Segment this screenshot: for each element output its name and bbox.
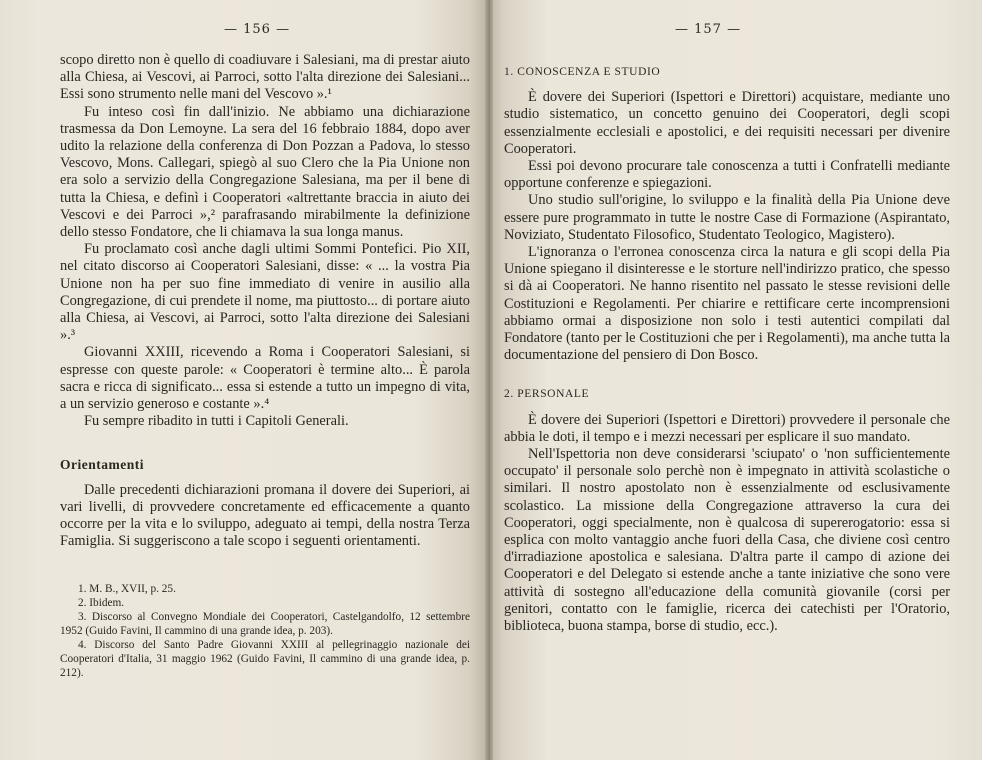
paragraph: Essi poi devono procurare tale conoscenza a tutti i Confratelli mediante opportune conferenze e spiegazioni.	[504, 158, 950, 192]
page-number-right: — 157 —	[675, 22, 742, 37]
footnote: 4. Discorso del Santo Padre Giovanni XXIII al pellegrinaggio nazionale dei Cooperatori d'Italia, 31 maggio 1962 (Guido Favini, Il cammino di una grande idea, p. 212).	[60, 639, 470, 679]
paragraph: scopo diretto non è quello di coadiuvare i Salesiani, ma di prestar aiuto alla Chiesa, ai Vescovi, ai Parroci, sotto l'alta direzione dei Salesiani... Essi sono strumento nelle mani del Vescovo ».¹	[60, 52, 470, 103]
section-heading: Orientamenti	[60, 457, 144, 473]
footnotes	[60, 582, 470, 680]
paragraph: Dalle precedenti dichiarazioni promana il dovere dei Superiori, ai vari livelli, di provvedere concretamente ed efficacemente a quanto occorre per la vita e lo sviluppo, adeguato ai tempi, della nostra Terza Famiglia. Si suggeriscono a tale scopo i seguenti orientamenti.	[60, 481, 470, 550]
footnote: 3. Discorso al Convegno Mondiale dei Cooperatori, Castelgandolfo, 12 settembre 1952 (Guido Favini, Il cammino di una grande idea, p. 203).	[60, 611, 470, 637]
paragraph: Fu proclamato così anche dagli ultimi Sommi Pontefici. Pio XII, nel citato discorso ai Cooperatori Salesiani, disse: « ... la vostra Pia Unione non ha per suo fine immediato di venire in ausilio alla Congregazione, di cui prendete il nome, ma piuttosto... di portare aiuto alla Chiesa, ai Vescovi, ai Parroci, sotto l'alta direzione dei Salesiani ».³	[60, 241, 470, 344]
right-page	[489, 0, 982, 760]
paragraph: Giovanni XXIII, ricevendo a Roma i Cooperatori Salesiani, si espresse con queste parole: « Cooperatori è termine alto... È parola sacra e ricca di significato... essa si estende a tutto un impegno di vita, a un servizio generoso e costante ».⁴	[60, 344, 470, 413]
right-body-text	[504, 64, 950, 635]
paragraph: Nell'Ispettoria non deve considerarsi 'sciupato' o 'non sufficientemente occupato' il personale solo perchè non è impegnato in attività scolastiche o similari. Il nostro apostolato non è essenzialmente od esclusivamente scolastico. La missione della Congregazione attraverso la cura dei Cooperatori, oggi specialmente, non è qualcosa di supererogatorio: essa si esplica con molto vantaggio anche fuori della Casa, che diviene così centro d'irradiazione apostolica e salesiana. D'altra parte il campo di azione dei Cooperatori e del Delegato si estende anche a tante iniziative che sono vere attività di sostegno all'educazione della comunità giovanile (corsi per genitori, contatto con le famiglie, ricerca dei catechisti per l'Oratorio, biblioteca, buona stampa, borse di studio, ecc.).	[504, 446, 950, 635]
footnote: 2. Ibidem.	[78, 597, 125, 609]
paragraph: È dovere dei Superiori (Ispettori e Direttori) acquistare, mediante uno studio sistematico, un concetto genuino dei Cooperatori, degli scopi essenzialmente ecclesiali e apostolici, e dei requisiti necessari per divenire Cooperatori.	[504, 89, 950, 157]
left-page	[0, 0, 489, 760]
section-title: 2. PERSONALE	[504, 388, 590, 401]
left-body-text	[60, 52, 470, 550]
page-number-left: — 156 —	[224, 22, 291, 37]
paragraph: Fu sempre ribadito in tutti i Capitoli Generali.	[84, 413, 349, 430]
section-title: 1. CONOSCENZA E STUDIO	[504, 66, 661, 78]
footnote: 1. M. B., XVII, p. 25.	[78, 583, 176, 595]
paragraph: Fu inteso così fin dall'inizio. Ne abbiamo una dichiarazione trasmessa da Don Lemoyne. La sera del 16 febbraio 1884, dopo aver udito la relazione della conferenza di Don Pozzan a Padova, lo stesso Vescovo, Mons. Callegari, spiegò al suo Clero che la Pia Unione non era solo a servizio della Congregazione Salesiana, ma per il bene di tutta la Chiesa, e definì i Cooperatori «altrettante braccia in aiuto dei Vescovi e dei Parroci »,² parafrasando mirabilmente la definizione dello stesso Fondatore, che li chiamava la sua longa manus.	[60, 103, 470, 241]
paragraph: Uno studio sull'origine, lo sviluppo e la finalità della Pia Unione deve essere pure programmato in tutte le nostre Case di Formazione (Aspirantato, Noviziato, Studentato Filosofico, Studentato Teologico, Magistero).	[504, 192, 950, 243]
book-gutter	[485, 0, 493, 760]
paragraph: L'ignoranza o l'erronea conoscenza circa la natura e gli scopi della Pia Unione spiegano il disinteresse e le storture nell'indirizzo pratico, che spesso si dà ai Cooperatori. Ne hanno risentito nel passato le stesse revisioni delle Costituzioni e Regolamenti. Per chiarire e rettificare certe incomprensioni abbiamo ormai a disposizione non solo i testi autentici compilati dal Fondatore (tanto per le Costituzioni che per i Regolamenti), ma anche tutta la documentazione del pensiero di Don Bosco.	[504, 244, 950, 364]
paragraph: È dovere dei Superiori (Ispettori e Direttori) provvedere il personale che abbia le doti, il tempo e i mezzi necessari per esplicare il suo mandato.	[504, 411, 950, 445]
